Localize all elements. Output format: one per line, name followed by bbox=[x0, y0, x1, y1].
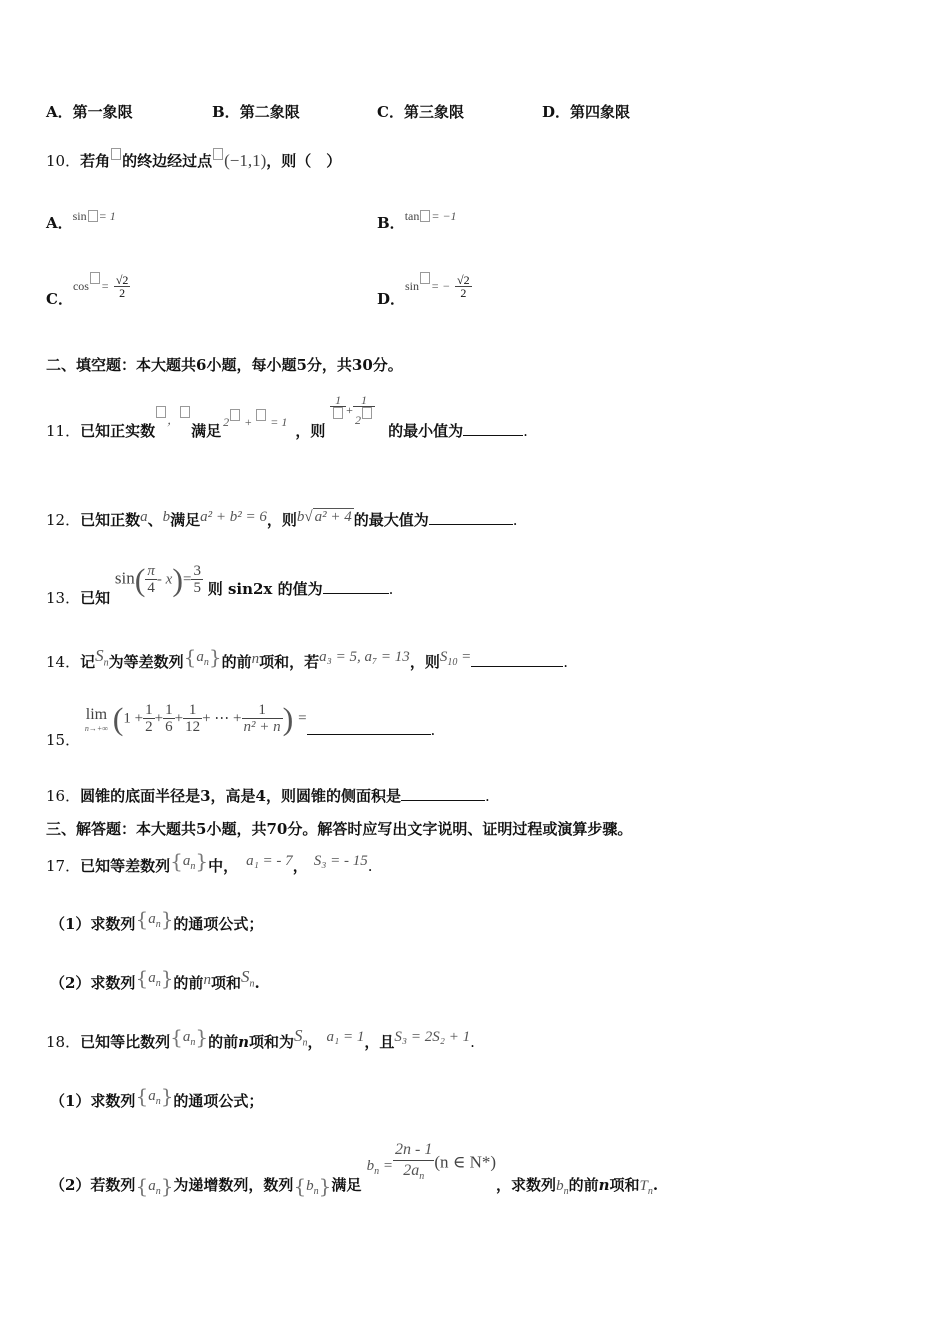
q9-option-c: C．第三象限 bbox=[377, 103, 464, 121]
q10-option-b: B．$^{tan}$ $^{= -1}$ bbox=[377, 209, 457, 232]
placeholder-box-icon bbox=[111, 148, 121, 160]
answer-blank[interactable] bbox=[401, 786, 485, 801]
answer-blank[interactable] bbox=[463, 421, 523, 436]
q10-option-d: D．sin = − $\frac{√2}{2}$ bbox=[377, 272, 470, 308]
question-17-part-2: （2）求数列$\{a_n\}$的前n项和$S_n$. bbox=[50, 966, 260, 992]
placeholder-box-icon bbox=[90, 272, 100, 284]
answer-blank[interactable] bbox=[429, 510, 513, 525]
placeholder-box-icon bbox=[213, 148, 223, 160]
answer-blank[interactable] bbox=[471, 652, 563, 667]
question-18-part-2: （2）若数列$\{a_n\}$为递增数列，数列$\{b_n\}$满足 $b_n$ = $\frac{2n - 1}{2a_n}$ (n ∈ N*)，求数列$b_n$的前n项和$T_n$. bbox=[50, 1141, 659, 1198]
placeholder-box-icon bbox=[88, 210, 98, 222]
question-14: 14．记$S_n$为等差数列$\{a_n\}$的前n项和，若a₃ = 5, a₇ = 13，则$S_{10}$ = . bbox=[46, 645, 568, 671]
section-3-heading: 三、解答题：本大题共5小题，共70分。解答时应写出文字说明、证明过程或演算步骤。 bbox=[46, 820, 633, 838]
fraction: $\frac{2n - 1}{2a_n}$ bbox=[395, 1141, 433, 1183]
answer-blank[interactable] bbox=[307, 720, 431, 735]
question-17-part-1: （1）求数列$\{a_n\}$的通项公式； bbox=[50, 907, 264, 933]
section-2-heading: 二、填空题：本大题共6小题，每小题5分，共30分。 bbox=[46, 356, 403, 374]
question-10: 10．若角 的终边经过点 (−1,1)，则（ ） bbox=[46, 148, 341, 171]
question-18: 18．已知等比数列$\{a_n\}$的前n项和为$S_n$， a₁ = 1，且S₃ = 2S₂ + 1. bbox=[46, 1025, 475, 1051]
question-11: 11．已知正实数，满足 $^{2 + = 1}$ ，则 1 + $\frac{1}{2}$ 的最小值为 . bbox=[46, 393, 528, 440]
question-12: 12．已知正数a、b满足a² + b² = 6，则b√ a² + 4 的最大值为 . bbox=[46, 509, 518, 529]
q9-option-b: B．第二象限 bbox=[212, 103, 300, 121]
q10-option-c: C．cos = $\frac{√2}{2}$ bbox=[46, 272, 129, 308]
placeholder-box-icon bbox=[420, 272, 430, 284]
question-17: 17．已知等差数列$\{a_n\}$中， a₁ = - 7， S₃ = - 15. bbox=[46, 849, 373, 875]
question-16: 16．圆锥的底面半径是3，高是4，则圆锥的侧面积是 . bbox=[46, 787, 490, 805]
fraction: $\frac{√2}{2}$ bbox=[115, 272, 129, 300]
limit-operator: lim n→+∞ bbox=[84, 705, 108, 733]
question-15: 15． lim n→+∞ (1 + $\frac{1}{2}$ + $\frac{1}{6}$ + $\frac{1}{12}$ + ⋯ + $\frac{1}{\text{n² + n}}$ ) =. bbox=[46, 700, 436, 749]
q9-options-row bbox=[46, 102, 631, 122]
q9-option-a: A．第一象限 bbox=[46, 103, 133, 121]
q10-option-a: A．$^{sin}$ $^{= 1}$ bbox=[46, 209, 116, 232]
placeholder-box-icon bbox=[420, 210, 430, 222]
q11-expression: 1 + $\frac{1}{2}$ bbox=[330, 394, 388, 426]
fraction: $\frac{√2}{2}$ bbox=[457, 272, 470, 300]
question-18-part-1: （1）求数列$\{a_n\}$的通项公式； bbox=[50, 1084, 264, 1110]
q9-option-d: D．第四象限 bbox=[542, 103, 631, 121]
question-13: 13．已知 sin( $\frac{\pi}{4}$ - x)= $\frac{3}{5}$ 则 sin2x 的值为 . bbox=[46, 561, 394, 607]
answer-blank[interactable] bbox=[323, 579, 389, 594]
